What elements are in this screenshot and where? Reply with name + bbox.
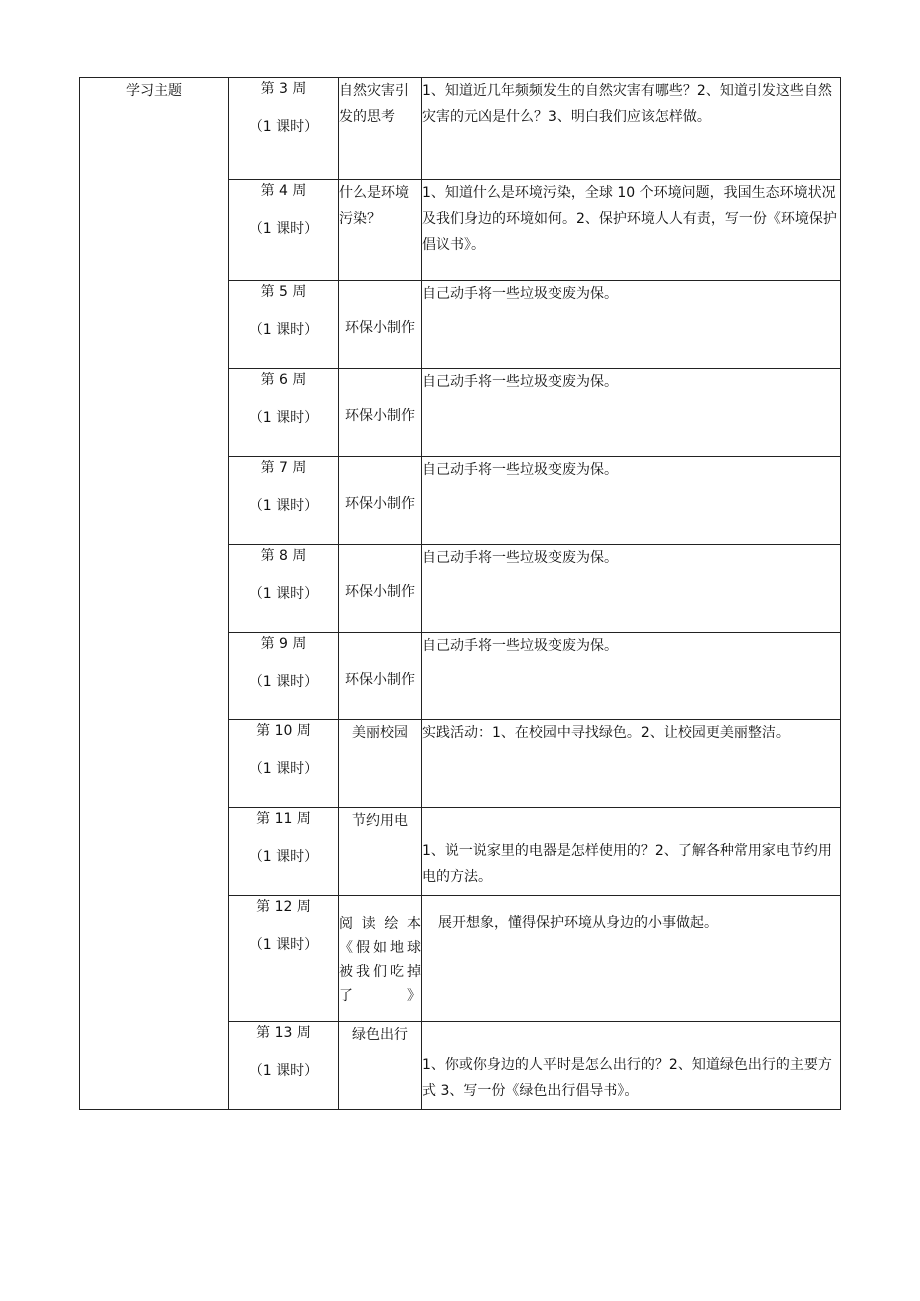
topic-title: 绿色出行 (339, 1022, 422, 1110)
theme-label: 学习主题 (80, 78, 229, 1110)
topic-title: 环保小制作 (339, 545, 422, 633)
week-cell (229, 281, 339, 369)
hours-label: （1 课时） (248, 674, 319, 690)
topic-title: 环保小制作 (339, 633, 422, 720)
hours-label: （1 课时） (248, 761, 319, 777)
hours-label: （1 课时） (248, 1063, 319, 1079)
week-label: 第 3 周 (260, 81, 307, 97)
topic-description: 自己动手将一些垃圾变废为保。 (422, 281, 841, 369)
hours-label: （1 课时） (248, 410, 319, 426)
topic-description: 自己动手将一些垃圾变废为保。 (422, 545, 841, 633)
week-label: 第 13 周 (256, 1025, 311, 1041)
table-row (80, 78, 841, 180)
week-cell (229, 808, 339, 896)
week-cell (229, 720, 339, 808)
topic-description: 1、知道近几年频频发生的自然灾害有哪些？2、知道引发这些自然灾害的元凶是什么？3、明白我们应该怎样做。 (422, 78, 841, 180)
hours-label: （1 课时） (248, 119, 319, 135)
topic-title: 环保小制作 (339, 369, 422, 457)
week-cell (229, 180, 339, 281)
week-cell (229, 896, 339, 1022)
week-label: 第 9 周 (260, 636, 307, 652)
week-cell (229, 1022, 339, 1110)
hours-label: （1 课时） (248, 586, 319, 602)
topic-description: 实践活动：1、在校园中寻找绿色。2、让校园更美丽整洁。 (422, 720, 841, 808)
week-cell (229, 633, 339, 720)
hours-label: （1 课时） (248, 849, 319, 865)
hours-label: （1 课时） (248, 937, 319, 953)
week-label: 第 5 周 (260, 284, 307, 300)
topic-description: 展开想象，懂得保护环境从身边的小事做起。 (422, 896, 841, 1022)
week-label: 第 10 周 (256, 723, 311, 739)
topic-description: 1、你或你身边的人平时是怎么出行的？2、知道绿色出行的主要方式 3、写一份《绿色出行倡导书》。 (422, 1022, 841, 1110)
topic-description: 自己动手将一些垃圾变废为保。 (422, 633, 841, 720)
topic-description: 1、说一说家里的电器是怎样使用的？2、了解各种常用家电节约用电的方法。 (422, 808, 841, 896)
week-label: 第 12 周 (256, 899, 311, 915)
topic-description: 自己动手将一些垃圾变废为保。 (422, 457, 841, 545)
week-cell (229, 369, 339, 457)
topic-title: 什么是环境污染？ (339, 180, 422, 281)
week-label: 第 7 周 (260, 460, 307, 476)
topic-title: 自然灾害引发的思考 (339, 78, 422, 180)
week-label: 第 4 周 (260, 183, 307, 199)
week-cell (229, 457, 339, 545)
topic-title: 节约用电 (339, 808, 422, 896)
topic-title: 环保小制作 (339, 457, 422, 545)
topic-description: 自己动手将一些垃圾变废为保。 (422, 369, 841, 457)
week-label: 第 6 周 (260, 372, 307, 388)
week-cell (229, 78, 339, 180)
topic-description: 1、知道什么是环境污染，全球 10 个环境问题，我国生态环境状况及我们身边的环境如何。2、保护环境人人有责，写一份《环境保护倡议书》。 (422, 180, 841, 281)
hours-label: （1 课时） (248, 322, 319, 338)
week-label: 第 11 周 (256, 811, 311, 827)
topic-title: 环保小制作 (339, 281, 422, 369)
topic-title: 美丽校园 (339, 720, 422, 808)
hours-label: （1 课时） (248, 221, 319, 237)
week-cell (229, 545, 339, 633)
course-schedule-table (79, 77, 841, 1110)
topic-title: 阅读绘本《假如地球被我们吃掉了》 (339, 896, 422, 1022)
week-label: 第 8 周 (260, 548, 307, 564)
hours-label: （1 课时） (248, 498, 319, 514)
